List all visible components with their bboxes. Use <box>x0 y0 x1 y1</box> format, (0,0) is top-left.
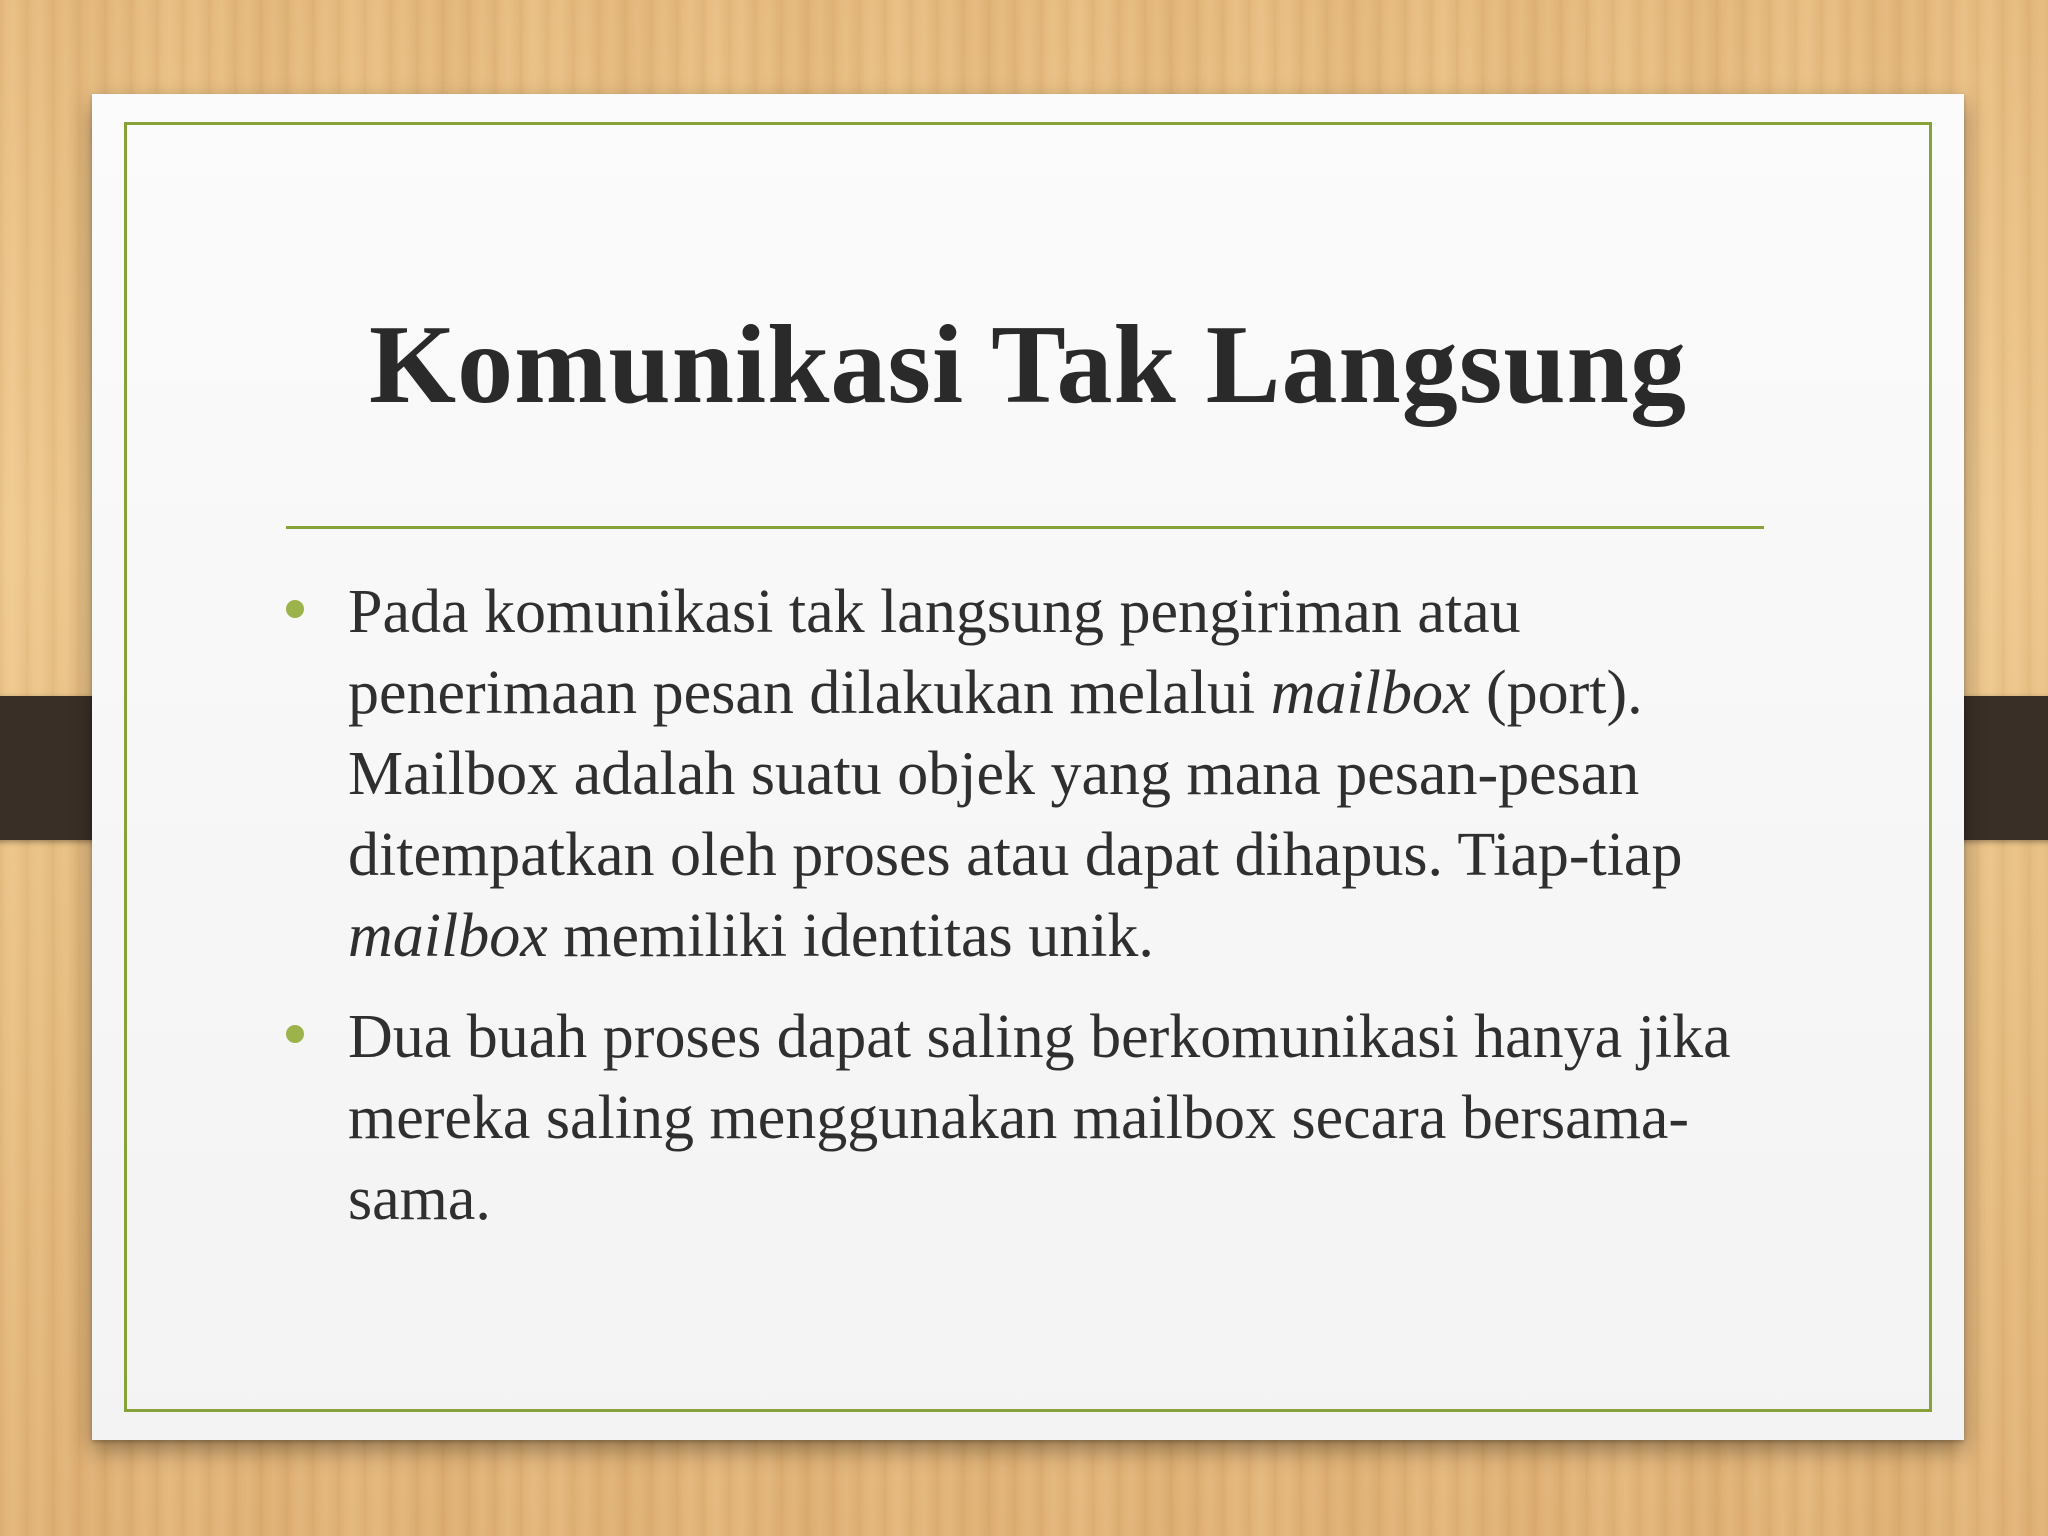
bullet-item-1 <box>278 572 1798 977</box>
bullet-1-text-a: Pada komunikasi tak langsung pengiriman atau penerimaan pesan dilakukan melalui <box>348 578 1521 727</box>
bullet-1-mailbox-italic-2: mailbox <box>348 902 548 970</box>
title-divider <box>286 526 1764 529</box>
slide-card <box>92 94 1964 1440</box>
bullet-1-text-c: memiliki identitas unik. <box>547 902 1154 970</box>
bullet-dot-icon <box>286 600 304 618</box>
bullet-dot-icon <box>286 1025 304 1043</box>
slide-title: Komunikasi Tak Langsung <box>369 303 1687 427</box>
bullet-1-text-b: (port). Mailbox adalah suatu objek yang mana pesan-pesan ditempatkan oleh proses atau dapat dihapus. Tiap-tiap <box>348 659 1683 889</box>
bullet-2-text: Dua buah proses dapat saling berkomunikasi hanya jika mereka saling menggunakan mailbox secara bersama-sama. <box>348 1003 1731 1233</box>
bullet-item-2 <box>278 997 1798 1240</box>
bullet-list <box>278 572 1798 1260</box>
bullet-1-mailbox-italic: mailbox <box>1270 659 1471 727</box>
